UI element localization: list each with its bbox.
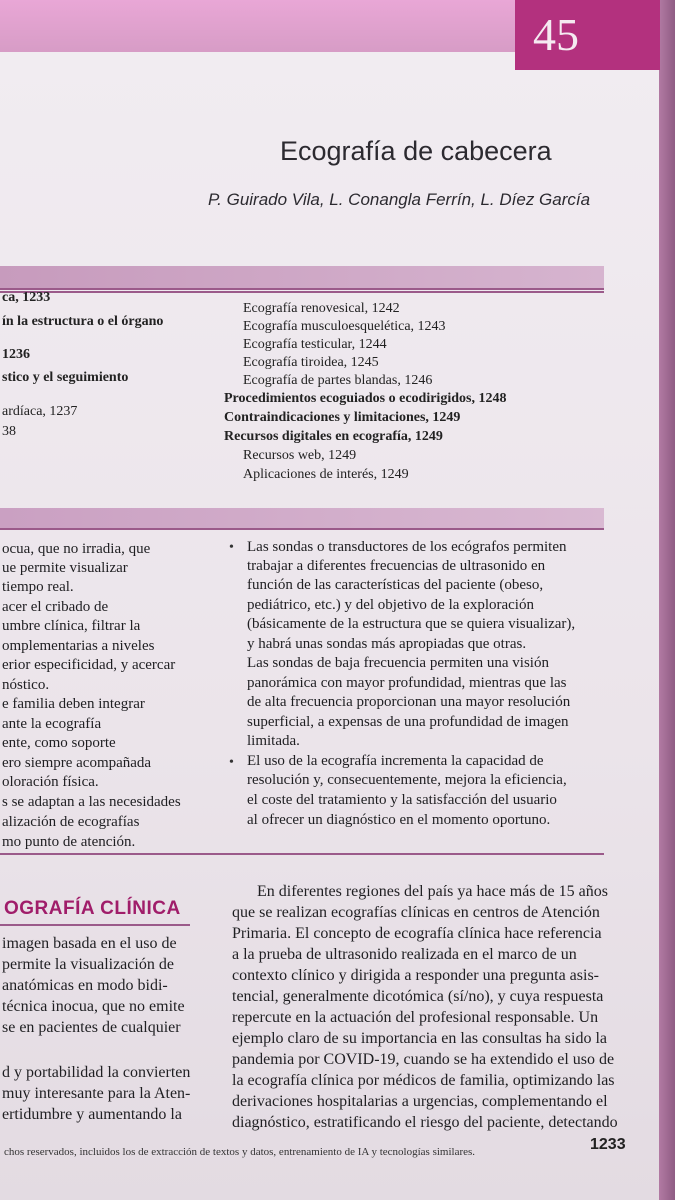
left-column-line: alización de ecografías: [2, 814, 140, 830]
toc-divider: [0, 291, 604, 293]
bullet-marker: •: [229, 755, 234, 770]
left-column-line: ocua, que no irradia, que: [2, 541, 151, 557]
bullet-line: y habrá unas sondas más apropiadas que otras.: [247, 636, 527, 652]
toc-left-item: ín la estructura o el órgano: [2, 314, 164, 329]
toc-item: Contraindicaciones y limitaciones, 1249: [224, 410, 461, 425]
toc-item: Ecografía musculoesquelética, 1243: [243, 319, 446, 334]
bullet-line: pediátrico, etc.) y del objetivo de la exploración: [247, 597, 534, 613]
chapter-number-tab: 45: [515, 0, 660, 70]
section-left-line: d y portabilidad la convierten: [2, 1064, 191, 1081]
bullet-line: panorámica con mayor profundidad, mientras que las: [247, 675, 567, 691]
section-heading-rule: [0, 924, 190, 926]
left-column-line: nóstico.: [2, 677, 50, 693]
section-right-line: En diferentes regiones del país ya hace más de 15 años: [257, 883, 608, 900]
section-right-line: repercute en la actuación del profesional responsable. Un: [232, 1009, 599, 1026]
section-left-line: imagen basada en el uso de: [2, 935, 177, 952]
section-left-line: muy interesante para la Aten-: [2, 1085, 191, 1102]
section-right-line: a la prueba de ultrasonido realizada en el marco de un: [232, 946, 577, 963]
chapter-authors: P. Guirado Vila, L. Conangla Ferrín, L. Díez García: [208, 190, 591, 209]
bullet-line: El uso de la ecografía incrementa la capacidad de: [247, 753, 544, 769]
left-column-line: ero siempre acompañada: [2, 755, 152, 771]
toc-left-item: ardíaca, 1237: [2, 404, 78, 419]
left-column-line: ue permite visualizar: [2, 560, 128, 576]
bullet-line: (básicamente de la estructura que se quiera visualizar),: [247, 616, 576, 632]
left-column-line: erior especificidad, y acercar: [2, 657, 176, 673]
left-column-line: s se adaptan a las necesidades: [2, 794, 181, 810]
bullet-line: Las sondas o transductores de los ecógrafos permiten: [247, 539, 567, 555]
toc-left-item: ca, 1233: [2, 290, 51, 305]
toc-item: Ecografía de partes blandas, 1246: [243, 373, 433, 388]
toc-left-item: stico y el seguimiento: [2, 370, 129, 385]
bullet-line: el coste del tratamiento y la satisfacción del usuario: [247, 792, 557, 808]
toc-left-item: 38: [2, 424, 16, 439]
bullet-line: al ofrecer un diagnóstico en el momento oportuno.: [247, 812, 551, 828]
toc-item: Procedimientos ecoguiados o ecodirigidos, 1248: [224, 391, 507, 406]
left-column-line: mo punto de atención.: [2, 834, 136, 850]
left-column-line: oloración física.: [2, 774, 99, 790]
bullet-line: Las sondas de baja frecuencia permiten una visión: [247, 655, 549, 671]
left-column-line: tiempo real.: [2, 579, 74, 595]
toc-item: Ecografía tiroidea, 1245: [243, 355, 379, 370]
toc-item: Ecografía testicular, 1244: [243, 337, 387, 352]
copyright-footer: chos reservados, incluidos los de extracción de textos y datos, entrenamiento de IA y tecnologías similares.: [4, 1146, 476, 1158]
section-heading: OGRAFÍA CLÍNICA: [4, 898, 181, 919]
summary-header-band: [0, 508, 604, 530]
page-edge: [659, 0, 675, 1200]
bullet-line: limitada.: [247, 733, 300, 749]
toc-left-item: 1236: [2, 347, 30, 362]
section-left-line: permite la visualización de: [2, 956, 174, 973]
section-right-line: tencial, generalmente dicotómica (sí/no), y cuya respuesta: [232, 988, 604, 1005]
left-column-line: e familia deben integrar: [2, 696, 145, 712]
toc-item: Recursos web, 1249: [243, 448, 357, 463]
section-left-line: técnica inocua, que no emite: [2, 998, 185, 1015]
section-left-line: ertidumbre y aumentando la: [2, 1106, 182, 1123]
section-right-line: ejemplo claro de su importancia en las consultas ha sido la: [232, 1030, 607, 1047]
toc-item: Ecografía renovesical, 1242: [243, 301, 400, 316]
section-right-line: derivaciones hospitalarias a urgencias, complementando el: [232, 1093, 608, 1110]
toc-header-band: [0, 266, 604, 290]
section-right-line: que se realizan ecografías clínicas en centros de Atención: [232, 904, 600, 921]
summary-divider: [0, 853, 604, 855]
section-left-line: se en pacientes de cualquier: [2, 1019, 181, 1036]
bullet-line: trabajar a diferentes frecuencias de ultrasonido en: [247, 558, 546, 574]
section-right-line: la ecografía clínica por médicos de familia, optimizando las: [232, 1072, 615, 1089]
toc-item: Aplicaciones de interés, 1249: [243, 467, 409, 482]
chapter-title: Ecografía de cabecera: [280, 136, 552, 166]
left-column-line: ante la ecografía: [2, 716, 102, 732]
page-number: 1233: [590, 1136, 626, 1153]
bullet-marker: •: [229, 540, 234, 555]
section-right-line: Primaria. El concepto de ecografía clínica hace referencia: [232, 925, 602, 942]
bullet-line: de alta frecuencia proporcionan una mayor resolución: [247, 694, 571, 710]
bullet-line: superficial, a expensas de una profundidad de imagen: [247, 714, 569, 730]
left-column-line: ente, como soporte: [2, 735, 116, 751]
left-column-line: acer el cribado de: [2, 599, 109, 615]
left-column-line: omplementarias a niveles: [2, 638, 155, 654]
section-right-line: pandemia por COVID-19, cuando se ha extendido el uso de: [232, 1051, 615, 1068]
bullet-line: resolución y, consecuentemente, mejora la eficiencia,: [247, 772, 567, 788]
section-left-line: anatómicas en modo bidi-: [2, 977, 168, 994]
bullet-line: función de las características del paciente (obeso,: [247, 577, 544, 593]
section-right-line: contexto clínico y dirigida a responder una pregunta asis-: [232, 967, 599, 984]
left-column-line: umbre clínica, filtrar la: [2, 618, 141, 634]
section-right-line: diagnóstico, estratificando el riesgo del paciente, detectando: [232, 1114, 618, 1131]
toc-item: Recursos digitales en ecografía, 1249: [224, 429, 443, 444]
